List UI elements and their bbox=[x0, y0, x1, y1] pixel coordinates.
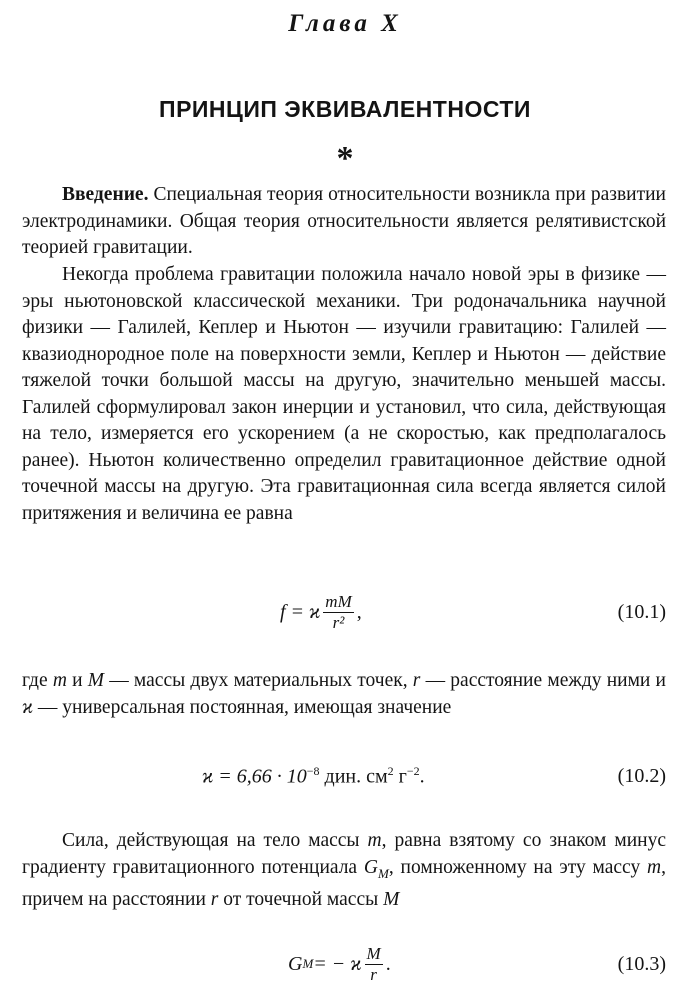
eq3-G-sub: M bbox=[302, 956, 314, 971]
eq3-numerator: M bbox=[366, 943, 381, 963]
p4-text-4: , причем на расстоянии bbox=[22, 856, 666, 910]
p4-text-3: , помноженному на эту массу bbox=[388, 856, 648, 878]
p3-text-3: — массы двух материальных точек, bbox=[104, 670, 413, 691]
eq1-tail: , bbox=[356, 600, 362, 623]
p4-var-G: G bbox=[363, 856, 378, 878]
paragraph-history: Некогда проблема гравитации положила начало новой эры в физике — эры ньютоновской классической механики. Три родоначальника научной физики — Галилей, Кеплер и Ньютон — изучили гравитацию: Галилей — квазиоднородное поле на поверхности земли, Кеплер и Ньютон — действие тяжелой точки большой массы на другую, значительно меньшей массы. Галилей сформулировал закон инерции и установил, что сила, действующая на тело, измеряется его ускорением (а не скоростью, как предполагалось ранее). Ньютон количественно определил гравитационное действие одной точечной массы на другую. Эта гравитационная сила всегда является силой притяжения и величина ее равна bbox=[22, 264, 666, 524]
p3-text-1: где bbox=[22, 670, 53, 691]
p4-var-m2: m bbox=[647, 856, 662, 878]
p3-text-2: и bbox=[66, 670, 88, 691]
p3-var-r: r bbox=[412, 670, 421, 691]
eq3-equals: = − ϰ bbox=[313, 952, 362, 975]
paragraph-potential bbox=[22, 828, 666, 913]
eq2-exp-1: −8 bbox=[306, 763, 320, 778]
chapter-heading: Глава X bbox=[288, 10, 402, 37]
section-separator: * bbox=[336, 140, 354, 177]
intro-text: Специальная теория относительности возникла при развитии электродинамики. Общая теория относительности является релятивистской теорией гравитации. bbox=[22, 184, 666, 258]
intro-lead: Введение. bbox=[62, 184, 149, 205]
p3-var-m: m bbox=[52, 670, 67, 691]
p3-text-5: — универсальная постоянная, имеющая значение bbox=[32, 696, 452, 718]
eq2-exp-2: 2 bbox=[387, 763, 394, 778]
p4-text-5: от точечной массы bbox=[218, 888, 384, 910]
eq3-fraction bbox=[365, 944, 383, 985]
eq3-number: (10.3) bbox=[617, 952, 666, 975]
p4-text-2: , равна взятому со знаком минус градиенту гравитационного потенциала bbox=[22, 830, 666, 878]
eq2-unit-1: дин. см bbox=[319, 765, 388, 788]
eq2-unit-2: г bbox=[393, 765, 407, 788]
eq1-number: (10.1) bbox=[617, 600, 666, 623]
equation-10-1 bbox=[22, 584, 666, 640]
p4-var-m: m bbox=[367, 830, 382, 851]
equation-10-3 bbox=[22, 936, 666, 992]
p3-var-M: M bbox=[87, 670, 105, 691]
eq1-denominator: r² bbox=[332, 612, 345, 632]
eq2-kappa-value: ϰ = 6,66 · 10 bbox=[202, 765, 307, 788]
eq3-denominator: r bbox=[370, 964, 377, 984]
chapter-title: ПРИНЦИП ЭКВИВАЛЕНТНОСТИ bbox=[159, 96, 531, 122]
p4-text-1: Сила, действующая на тело массы bbox=[62, 830, 368, 851]
intro-paragraph bbox=[22, 182, 666, 262]
p4-var-M: M bbox=[383, 888, 400, 910]
eq2-exp-3: −2 bbox=[406, 763, 420, 778]
p3-var-kappa: ϰ bbox=[22, 696, 33, 718]
eq1-fraction bbox=[323, 592, 353, 633]
eq1-lhs: f = ϰ bbox=[280, 600, 321, 623]
eq3-tail: . bbox=[385, 952, 391, 975]
eq1-numerator: mM bbox=[325, 591, 352, 611]
p4-var-G-sub: M bbox=[378, 865, 389, 881]
equation-10-2 bbox=[22, 748, 666, 804]
eq2-tail: . bbox=[419, 765, 425, 788]
eq3-G: G bbox=[288, 952, 303, 975]
p3-text-4: — расстояние между ними и bbox=[420, 670, 666, 691]
eq2-number: (10.2) bbox=[617, 764, 666, 787]
p4-var-r: r bbox=[210, 888, 219, 910]
paragraph-definitions bbox=[22, 668, 666, 721]
